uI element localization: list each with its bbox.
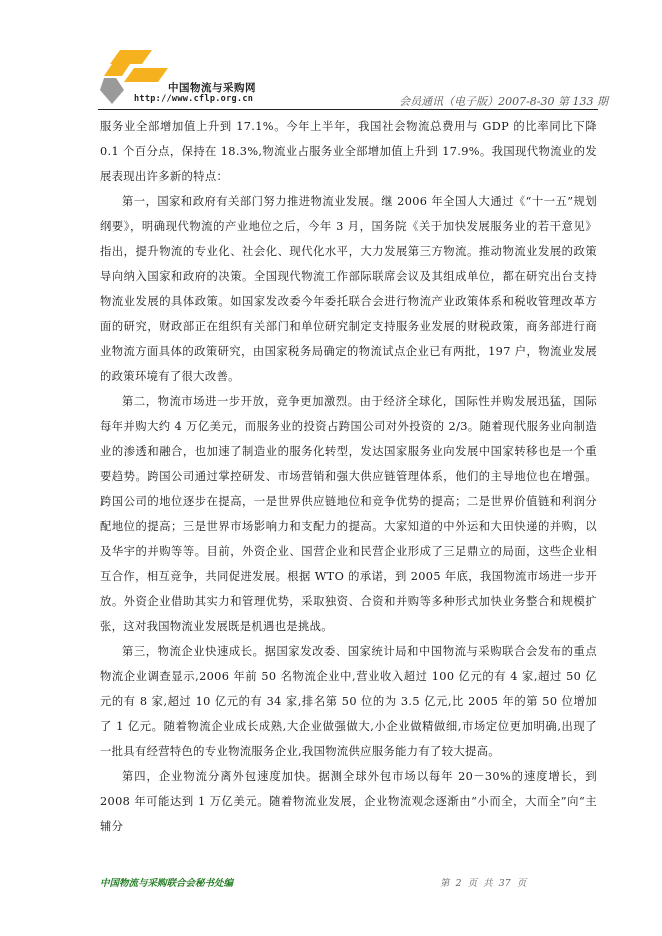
paragraph-fourth: 第四，企业物流分离外包速度加快。据测全球外包市场以每年 20－30%的速度增长，到 2008 年可能达到 1 万亿美元。随着物流业发展，企业物流观念逐渐由“小而全，大而全”向“主辅分: [100, 770, 597, 833]
paragraph-third: 第三，物流企业快速成长。据国家发改委、国家统计局和中国物流与采购联合会发布的重点物流企业调查显示,2006 年前 50 名物流企业中,营业收入超过 100 亿元的有 4 家,超过 50 亿元的有 8 家,超过 10 亿元的有 34 家,排名第 50 位的为 3.5 亿元,比 2005 年的第 50 位增加了 1 亿元。随着物流企业成长成熟,大企业做强做大,小企业做精做细,市场定位更加明确,出现了一批具有经营特色的专业物流服务企业,我国物流供应服务能力有了较大提高。: [100, 645, 597, 758]
logo-url: http://www.cflp.org.cn: [134, 94, 254, 104]
header-divider: [98, 109, 598, 110]
logo-name: 中国物流与采购网: [168, 82, 256, 94]
paragraph-intro: 服务业全部增加值上升到 17.1%。今年上半年，我国社会物流总费用与 GDP 的比率同比下降 0.1 个百分点，保持在 18.3%,物流业占服务业全部增加值上升到 17.9%。我国现代物流业的发展表现出许多新的特点：: [100, 120, 597, 183]
article-body: [100, 114, 597, 839]
issue-info: 会员通讯（电子版）2007-8-30 第 133 期: [399, 95, 608, 108]
paragraph-second: 第二，物流市场进一步开放，竞争更加激烈。由于经济全球化，国际性并购发展迅猛，国际每年并购大约 4 万亿美元，而服务业的投资占跨国公司对外投资的 2/3。随着现代服务业向制造业的渗透和融合，也加速了制造业的服务化转型，发达国家服务业向发展中国家转移也是一个重要趋势。跨国公司通过掌控研发、市场营销和强大供应链管理体系，他们的主导地位也在增强。跨国公司的地位逐步在提高，一是世界供应链地位和竞争优势的提高；二是世界价值链和利润分配地位的提高；三是世界市场影响力和支配力的提高。大家知道的中外运和大田快递的并购，以及华宇的并购等等。目前，外资企业、国营企业和民营企业形成了三足鼎立的局面，这些企业相互合作，相互竞争，共同促进发展。根据 WTO 的承诺，到 2005 年底，我国物流市场进一步开放。外资企业借助其实力和管理优势，采取独资、合资和并购等多种形式加快业务整合和规模扩张，这对我国物流业发展既是机遇也是挑战。: [100, 395, 597, 633]
footer-page-number: 第 2 页 共 37 页: [440, 878, 527, 889]
paragraph-first: 第一，国家和政府有关部门努力推进物流业发展。继 2006 年全国人大通过《“十一五”规划纲要》，明确现代物流的产业地位之后，今年 3 月，国务院《关于加快发展服务业的若干意见》指出，提升物流的专业化、社会化、现代化水平，大力发展第三方物流。推动物流业发展的政策导向纳入国家和政府的决策。全国现代物流工作部际联席会议及其组成单位，都在研究出台支持物流业发展的具体政策。如国家发改委今年委托联合会进行物流产业政策体系和税收管理改革方面的研究，财政部正在组织有关部门和单位研究制定支持服务业发展的财税政策，商务部进行商业物流方面具体的政策研究，由国家税务局确定的物流试点企业已有两批，197 户，物流业发展的政策环境有了很大改善。: [100, 195, 597, 383]
footer-publisher: 中国物流与采购联合会秘书处编: [100, 878, 234, 889]
